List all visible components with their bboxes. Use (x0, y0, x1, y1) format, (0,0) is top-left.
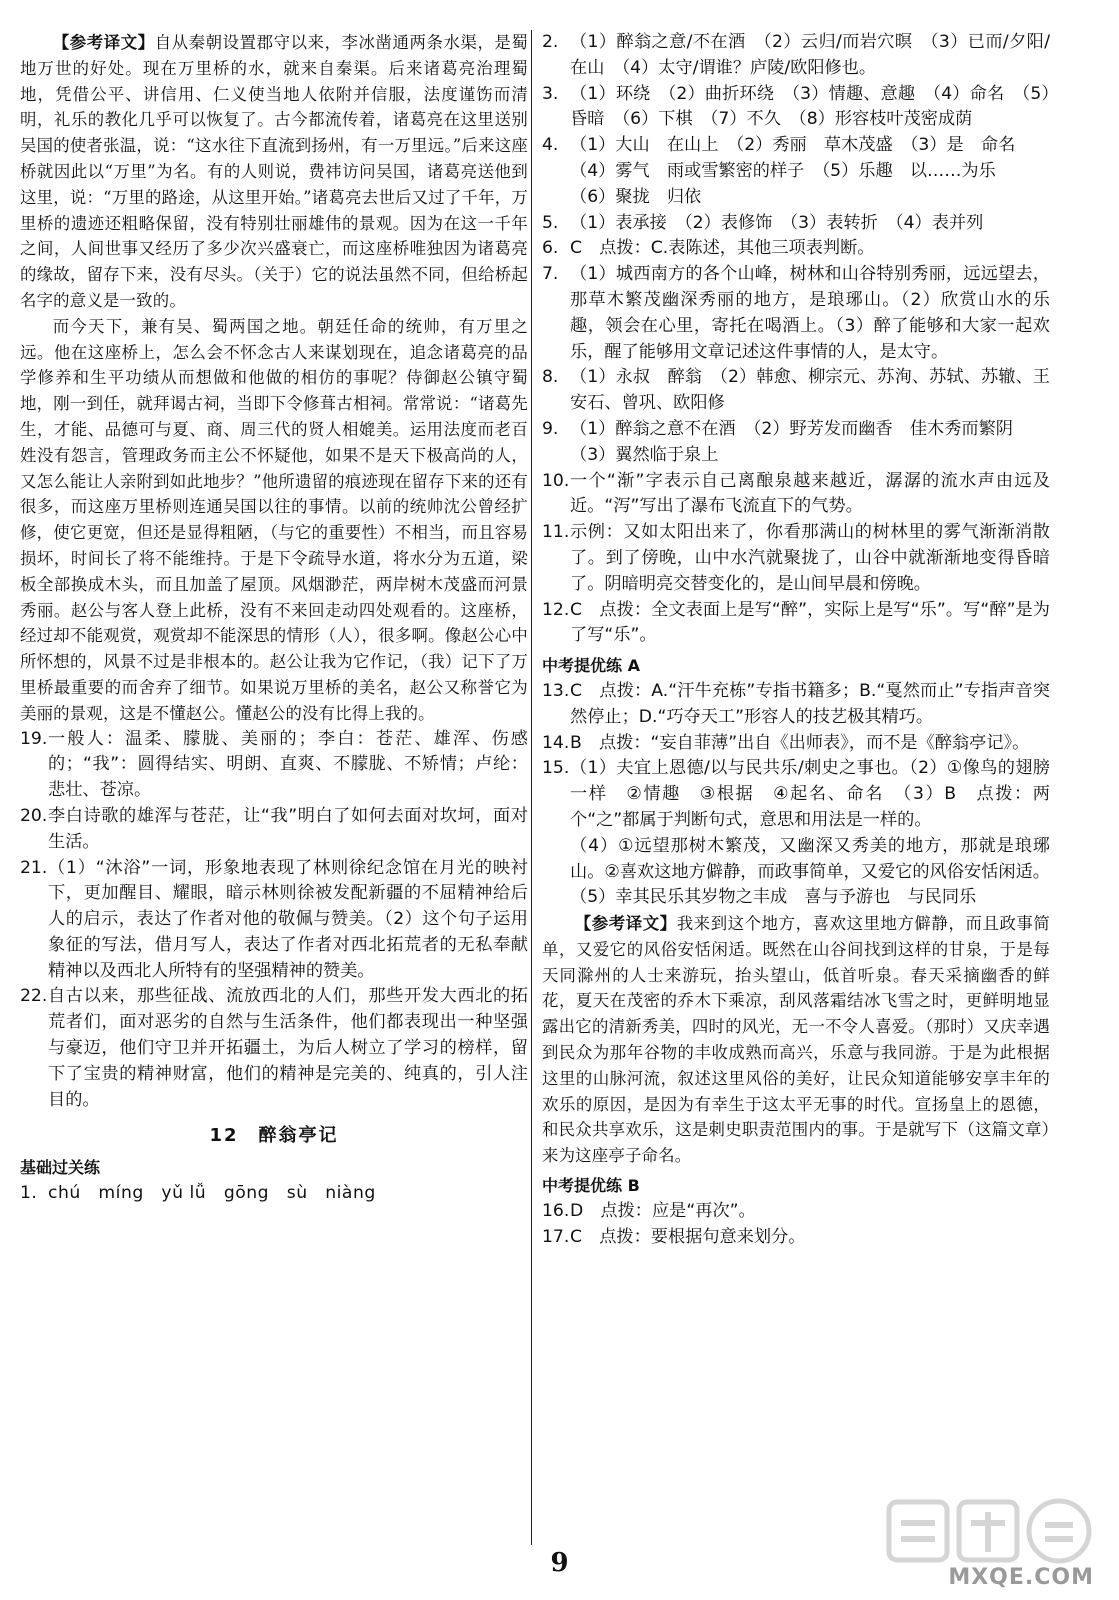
answer-21: 21. （1）“沐浴”一词，形象地表现了林则徐纪念馆在月光的映衬下，更加醒目、耀眼，暗示林则徐被发配新疆的不屈精神给后人的启示，表达了作者对他的敬佩与赞美。（2）这个句子运用象征的写法，借月写人，表达了作者对西北拓荒者的无私奉献精神以及西北人所特有的坚强精神的赞美。 (20, 857, 528, 981)
answer-5: 5. （1）表承接 （2）表修饰 （3）表转折 （4）表并列 (542, 212, 984, 233)
answer-9: 9. （1）醉翁之意不在酒 （2）野芳发而幽香 佳木秀而繁阴 （3）翼然临于泉上 (542, 418, 1013, 465)
answer-10: 10. 一个“渐”字表示自己离酿泉越来越近，潺潺的流水声由远及近。“泻”写出了瀑布飞流直下的气势。 (542, 470, 1050, 517)
column-divider (531, 30, 532, 1545)
answer-3: 3. （1）环绕 （2）曲折环绕 （3）情趣、意趣 （4）命名 （5）昏暗 （6）下棋 （7）不久 （8）形容枝叶茂密成荫 (542, 83, 1050, 130)
answer-14: 14. B 点拨：“妄自菲薄”出自《出师表》，而不是《醉翁亭记》。 (542, 732, 1030, 753)
answer-6: 6. C 点拨：C.表陈述，其他三项表判断。 (542, 238, 875, 259)
answer-2: 2. （1）醉翁之意/不在酒 （2）云归/而岩穴暝 （3）已而/夕阳/在山 （4）太守/谓谁？庐陵/欧阳修也。 (542, 32, 1050, 78)
page-number: 9 (550, 1548, 569, 1578)
left-column (20, 30, 528, 1207)
answer-8: 8. （1）永叔 醉翁 （2）韩愈、柳宗元、苏洵、苏轼、苏辙、王安石、曾巩、欧阳修 (542, 367, 1050, 414)
lesson-title: 12 醉翁亭记 (209, 1125, 339, 1147)
answer-7: 7. （1）城西南方的各个山峰，树林和山谷特别秀丽，远远望去，那草木繁茂幽深秀丽的地方，是琅琊山。（2）欣赏山水的乐趣，领会在心里，寄托在喝酒上。（3）醉了能够和大家一起欢乐，醒了能够用文章记述这件事情的人，是太守。 (542, 264, 1050, 362)
answer-15-continued: （4）①远望那树木繁茂，又幽深又秀美的地方，那就是琅琊山。②喜欢这地方僻静，而政事简单，又爱它的风俗安恬闲适。（5）幸其民乐其岁物之丰成 喜与予游也 与民同乐 (570, 835, 1050, 908)
answer-15: 15. （1）夫宜上恩德/以与民共乐/刺史之事也。（2）①像鸟的翅膀一样 ②情趣 ③根据 ④起名、命名 （3）B 点拨：两个“之”都属于判断句式，意思和用法是一样的。 (542, 758, 1050, 830)
section-header-a: 中考提优练 A (542, 656, 640, 676)
reference-translation-tag: 【参考译文】 (52, 33, 155, 52)
answer-16: 16. D 点拨：应是“再次”。 (542, 1200, 756, 1221)
right-column (542, 30, 1050, 1250)
translation-paragraph-1: 【参考译文】自从秦朝设置郡守以来，李冰凿通两条水渠，是蜀地万世的好处。现在万里桥的水，就来自秦渠。后来诸葛亮治理蜀地，凭借公平、讲信用、仁义使当地人依附并信服，法度谨饬而清明，礼乐的教化几乎可以恢复了。古今都流传着，诸葛亮在这里送别吴国的使者张温，说：“这水往下直流到扬州，有一万里远。”后来这座桥就因此以“万里”为名。有的人则说，费祎访问吴国，诸葛亮送他到这里，说：“万里的路途，从这里开始。”诸葛亮去世后又过了千年，万里桥的遗迹还粗略保留，没有特别壮丽雄伟的景观。因为在这一千年之间，人间世事又经历了多少次兴盛衰亡，而这座桥唯独因为诸葛亮的缘故，留存下来，没有尽头。（关于）它的说法虽然不同，但给桥起名字的意义是一致的。 (20, 33, 528, 310)
answer-17: 17. C 点拨：要根据句意来划分。 (542, 1226, 806, 1247)
answer-1: 1. chú míng yǔ lǚ gōng sù niàng (20, 1183, 376, 1204)
translation-paragraph-2: 而今天下，兼有吴、蜀两国之地。朝廷任命的统帅，有万里之远。他在这座桥上，怎么会不怀念古人来谋划现在，追念诸葛亮的品学修养和生平功绩从而想做和他做的相仿的事呢？侍御赵公镇守蜀地，刚一到任，就拜谒古祠，当即下令修葺古相祠。常常说：“诸葛先生，才能、品德可与夏、商、周三代的贤人相媲美。运用法度而老百姓没有怨言，管理政务而主公不怀疑他，如果不是天下极高尚的人，又怎么能让人亲附到如此地步？”他所遗留的痕迹现在留存下来的还有很多，而这座万里桥则连通吴国以往的事情。以前的统帅沈公曾经扩修，使它更宽，但还是显得粗陋，（与它的重要性）不相当，而且容易损坏，时间长了将不能维持。于是下令疏导水道，将水分为五道，梁板全部换成木头，而且加盖了屋顶。风烟渺茫，两岸树木茂盛而河景秀丽。赵公与客人登上此桥，没有不来回走动四处观看的。这座桥，经过却不能观赏，观赏却不能深思的情形（人），很多啊。像赵公心中所怀想的，风景不过是非根本的。赵公让我为它作记，（我）记下了万里桥最重要的而舍弃了细节。如果说万里桥的美名，赵公又称誉它为美丽的景观，这是不懂赵公。懂赵公的没有比得上我的。 (20, 316, 528, 723)
answer-13: 13. C 点拨：A.“汗牛充栋”专指书籍多；B.“戛然而止”专指声音突然停止；D.“巧夺天工”形容人的技艺极其精巧。 (542, 680, 1050, 727)
reference-translation-tag-2: 【参考译文】 (574, 914, 677, 934)
answer-20: 20. 李白诗歌的雄浑与苍茫，让“我”明白了如何去面对坎坷，面对生活。 (20, 805, 528, 852)
section-header-basic: 基础过关练 (20, 1158, 101, 1178)
answer-4: 4. （1）大山 在山上 （2）秀丽 草木茂盛 （3）是 命名 （4）雾气 雨或雪繁密的样子 （5）乐趣 以……为乐 （6）聚拢 归依 (542, 135, 1016, 207)
translation-paragraph-3: 【参考译文】我来到这个地方，喜欢这里地方僻静，而且政事简单，又爱它的风俗安恬闲适。既然在山谷间找到这样的甘泉，于是每天同滁州的人士来游玩，抬头望山，低首听泉。春天采摘幽香的鲜花，夏天在茂密的乔木下乘凉，刮风落霜结冰飞雪之时，更鲜明地显露出它的清新秀美，四时的风光，无一不令人喜爱。（那时）又庆幸遇到民众为那年谷物的丰收成熟而高兴，乐意与我同游。于是为此根据这里的山脉河流，叙述这里风俗的美好，让民众知道能够安享丰年的欢乐的原因，是因为有幸生于这太平无事的时代。宣扬皇上的恩德，和民众共享欢乐，这是刺史职责范围内的事。于是就写下（这篇文章）来为这座亭子命名。 (542, 914, 1050, 1166)
answer-19: 19. 一般人：温柔、朦胧、美丽的；李白：苍茫、雄浑、伤感的；“我”：圆得结实、明朗、直爽、不朦胧、不矫情；卢纶：悲壮、苍凉。 (20, 728, 528, 801)
answer-12: 12. C 点拨：全文表面上是写“醉”，实际上是写“乐”。写“醉”是为了写“乐”。 (542, 599, 1050, 646)
answer-11: 11. 示例：又如太阳出来了，你看那满山的树林里的雾气渐渐消散了。到了傍晚，山中水汽就聚拢了，山谷中就渐渐地变得昏暗了。阴暗明亮交替变化的，是山间早晨和傍晚。 (542, 522, 1050, 594)
watermark-text: MXQE.COM (948, 1565, 1094, 1590)
answer-22: 22. 自古以来，那些征战、流放西北的人们，那些开发大西北的拓荒者们，面对恶劣的自然与生活条件，他们都表现出一种坚强与豪迈，他们守卫并开拓疆土，为后人树立了学习的榜样，留下了宝贵的精神财富，他们的精神是完美的、纯真的，引人注目的。 (20, 986, 528, 1110)
section-header-b: 中考提优练 B (542, 1176, 640, 1196)
